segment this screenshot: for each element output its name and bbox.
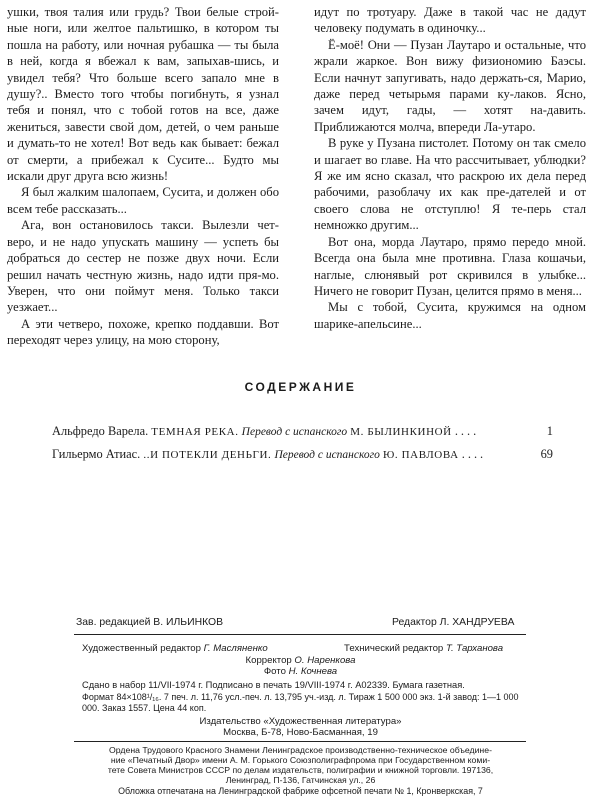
paragraph: Мы с тобой, Сусита, кружимся на одном шарике-апельсине...: [314, 300, 586, 331]
paragraph: Я был жалким шалопаем, Сусита, и должен обо всем тебе рассказать...: [7, 185, 279, 216]
paragraph: А эти четверо, похоже, крепко поддавши. Вот переходят через улицу, на мою сторону,: [7, 316, 279, 348]
toc-page-number: 69: [540, 447, 553, 461]
toc-translator: Ю. ПАВЛОВА: [383, 449, 459, 461]
paragraph: В руке у Пузана пистолет. Потому он так смело и шагает во главе. На что рассчитывает, ублюдки? Я же им ясно сказал, что раскрою их дела перед рабочими, разоблачу их как пре-дателей и от своего слова не отступлю! Я те-перь стал немножко другим...: [314, 136, 586, 233]
toc-page-number: 1: [546, 424, 553, 438]
toc-leader-dots: ....: [454, 424, 480, 438]
imprint-photo: Фото Н. Кочнева: [263, 666, 338, 677]
imprint-divider: [74, 741, 526, 742]
paragraph: Ага, вон остановилось такси. Вылезли чет-веро, и не надо упускать машину — успеть бы добраться до сестер не позже двух ночи. Если решил начать честную жизнь, надо идти пря-мо. Уверен, что они поймут меня. Только такси уезжает...: [7, 218, 279, 315]
toc-leader-dots: ....: [461, 447, 487, 461]
toc-entry: [52, 424, 552, 439]
paragraph: Вот она, морда Лаутаро, прямо передо мной. Всегда она была мне противна. Глаза кошачьи, наглые, слюнявый рот скривился в улыбке... Ничего не говорит Пузан, целится прямо в меня...: [314, 234, 586, 298]
imprint-printer-line: Ордена Трудового Красного Знамени Ленинградское производственно-техническое объедине-: [109, 745, 492, 755]
paragraph: идут по тротуару. Даже в такой час не дадут человеку подумать в одиночку...: [314, 5, 586, 36]
imprint-printer-line: Ленинград, П-136, Гатчинская ул., 26: [225, 775, 376, 785]
contents-title: СОДЕРЖАНИЕ: [244, 380, 357, 394]
imprint-tech-editor: Технический редактор Т. Тарханова: [344, 643, 504, 654]
imprint-editor: Редактор Л. ХАНДРУЕВА: [392, 617, 515, 628]
toc-author: Гильермо Атиас.: [52, 447, 141, 461]
imprint-printer-line: тете Совета Министров СССР по делам издательств, полиграфии и книжной торговли. 197136,: [107, 765, 494, 775]
imprint-printer-line: ние «Печатный Двор» имени А. М. Горького Союзполиграфпрома при Государственном коми-: [110, 755, 491, 765]
imprint-publisher: Издательство «Художественная литература»: [199, 716, 402, 727]
toc-entry: [52, 447, 552, 462]
imprint-corrector: Корректор О. Наренкова: [245, 655, 356, 666]
imprint-cover-info: Обложка отпечатана на Ленинградской фабрике офсетной печати № 1, Кронверкская, 7: [118, 786, 483, 796]
toc-work: ..И ПОТЕКЛИ ДЕНЬГИ.: [143, 449, 272, 461]
toc-author: Альфредо Варела.: [52, 424, 149, 438]
imprint-format-info: Формат 84×108¹/₁₆. 7 печ. л. 11,76 усл.-печ. л. 13,795 уч.-изд. л. Тираж 1 500 000 экз. 1-й завод: 1—1 000 000. Заказ 1557. Цена 44 коп.: [82, 692, 519, 714]
imprint-art-editor: Художественный редактор Г. Масляненко: [82, 643, 268, 654]
paragraph: ушки, твоя талия или грудь? Твои белые строй-ные ноги, или желтое пальтишко, в котором ты пошла на работу, или ночная рубашка — ты была в ней, когда я вбежал к вам, запыхав-шись, и увидел тебя? Что больше всего запало мне в душу?.. Вместо того чтобы погибнуть, я узнал тебя и понял, что с тобой готов на все, даже жениться, завести свой дом, детей, о чем раньше и думать-то не хотел! Вот ведь как бывает: бежал от смерти, а прибежал к Сусите... Будто мы искали друг друга всю жизнь!: [7, 5, 279, 184]
toc-work: ТЕМНАЯ РЕКА.: [151, 426, 239, 438]
imprint-publisher-address: Москва, Б-78, Ново-Басманная, 19: [223, 727, 378, 738]
imprint-print-info: Сдано в набор 11/VII-1974 г. Подписано в печать 19/VIII-1974 г. А02339. Бумага газетная.: [82, 680, 465, 690]
toc-translation: Перевод с испанского: [241, 426, 348, 438]
toc-translator: М. БЫЛИНКИНОЙ: [350, 426, 452, 438]
imprint-divider: [74, 634, 526, 635]
toc-translation: Перевод с испанского: [274, 449, 380, 461]
paragraph: Ё-моё! Они — Пузан Лаутаро и остальные, что жрали жаркое. Вон вижу физиономию Баэсы. Если начнут запугивать, надо держать-ся, Марио, даже перед четырьмя парами ку-лаков. Ясно, зачем идут, гады, — хотят на-давить. Приближаются молча, впереди Ла-утаро.: [314, 37, 586, 134]
left-text-column: [7, 4, 279, 349]
right-text-column: [314, 4, 586, 332]
imprint-editor-head: Зав. редакцией В. ИЛЬИНКОВ: [76, 617, 224, 628]
